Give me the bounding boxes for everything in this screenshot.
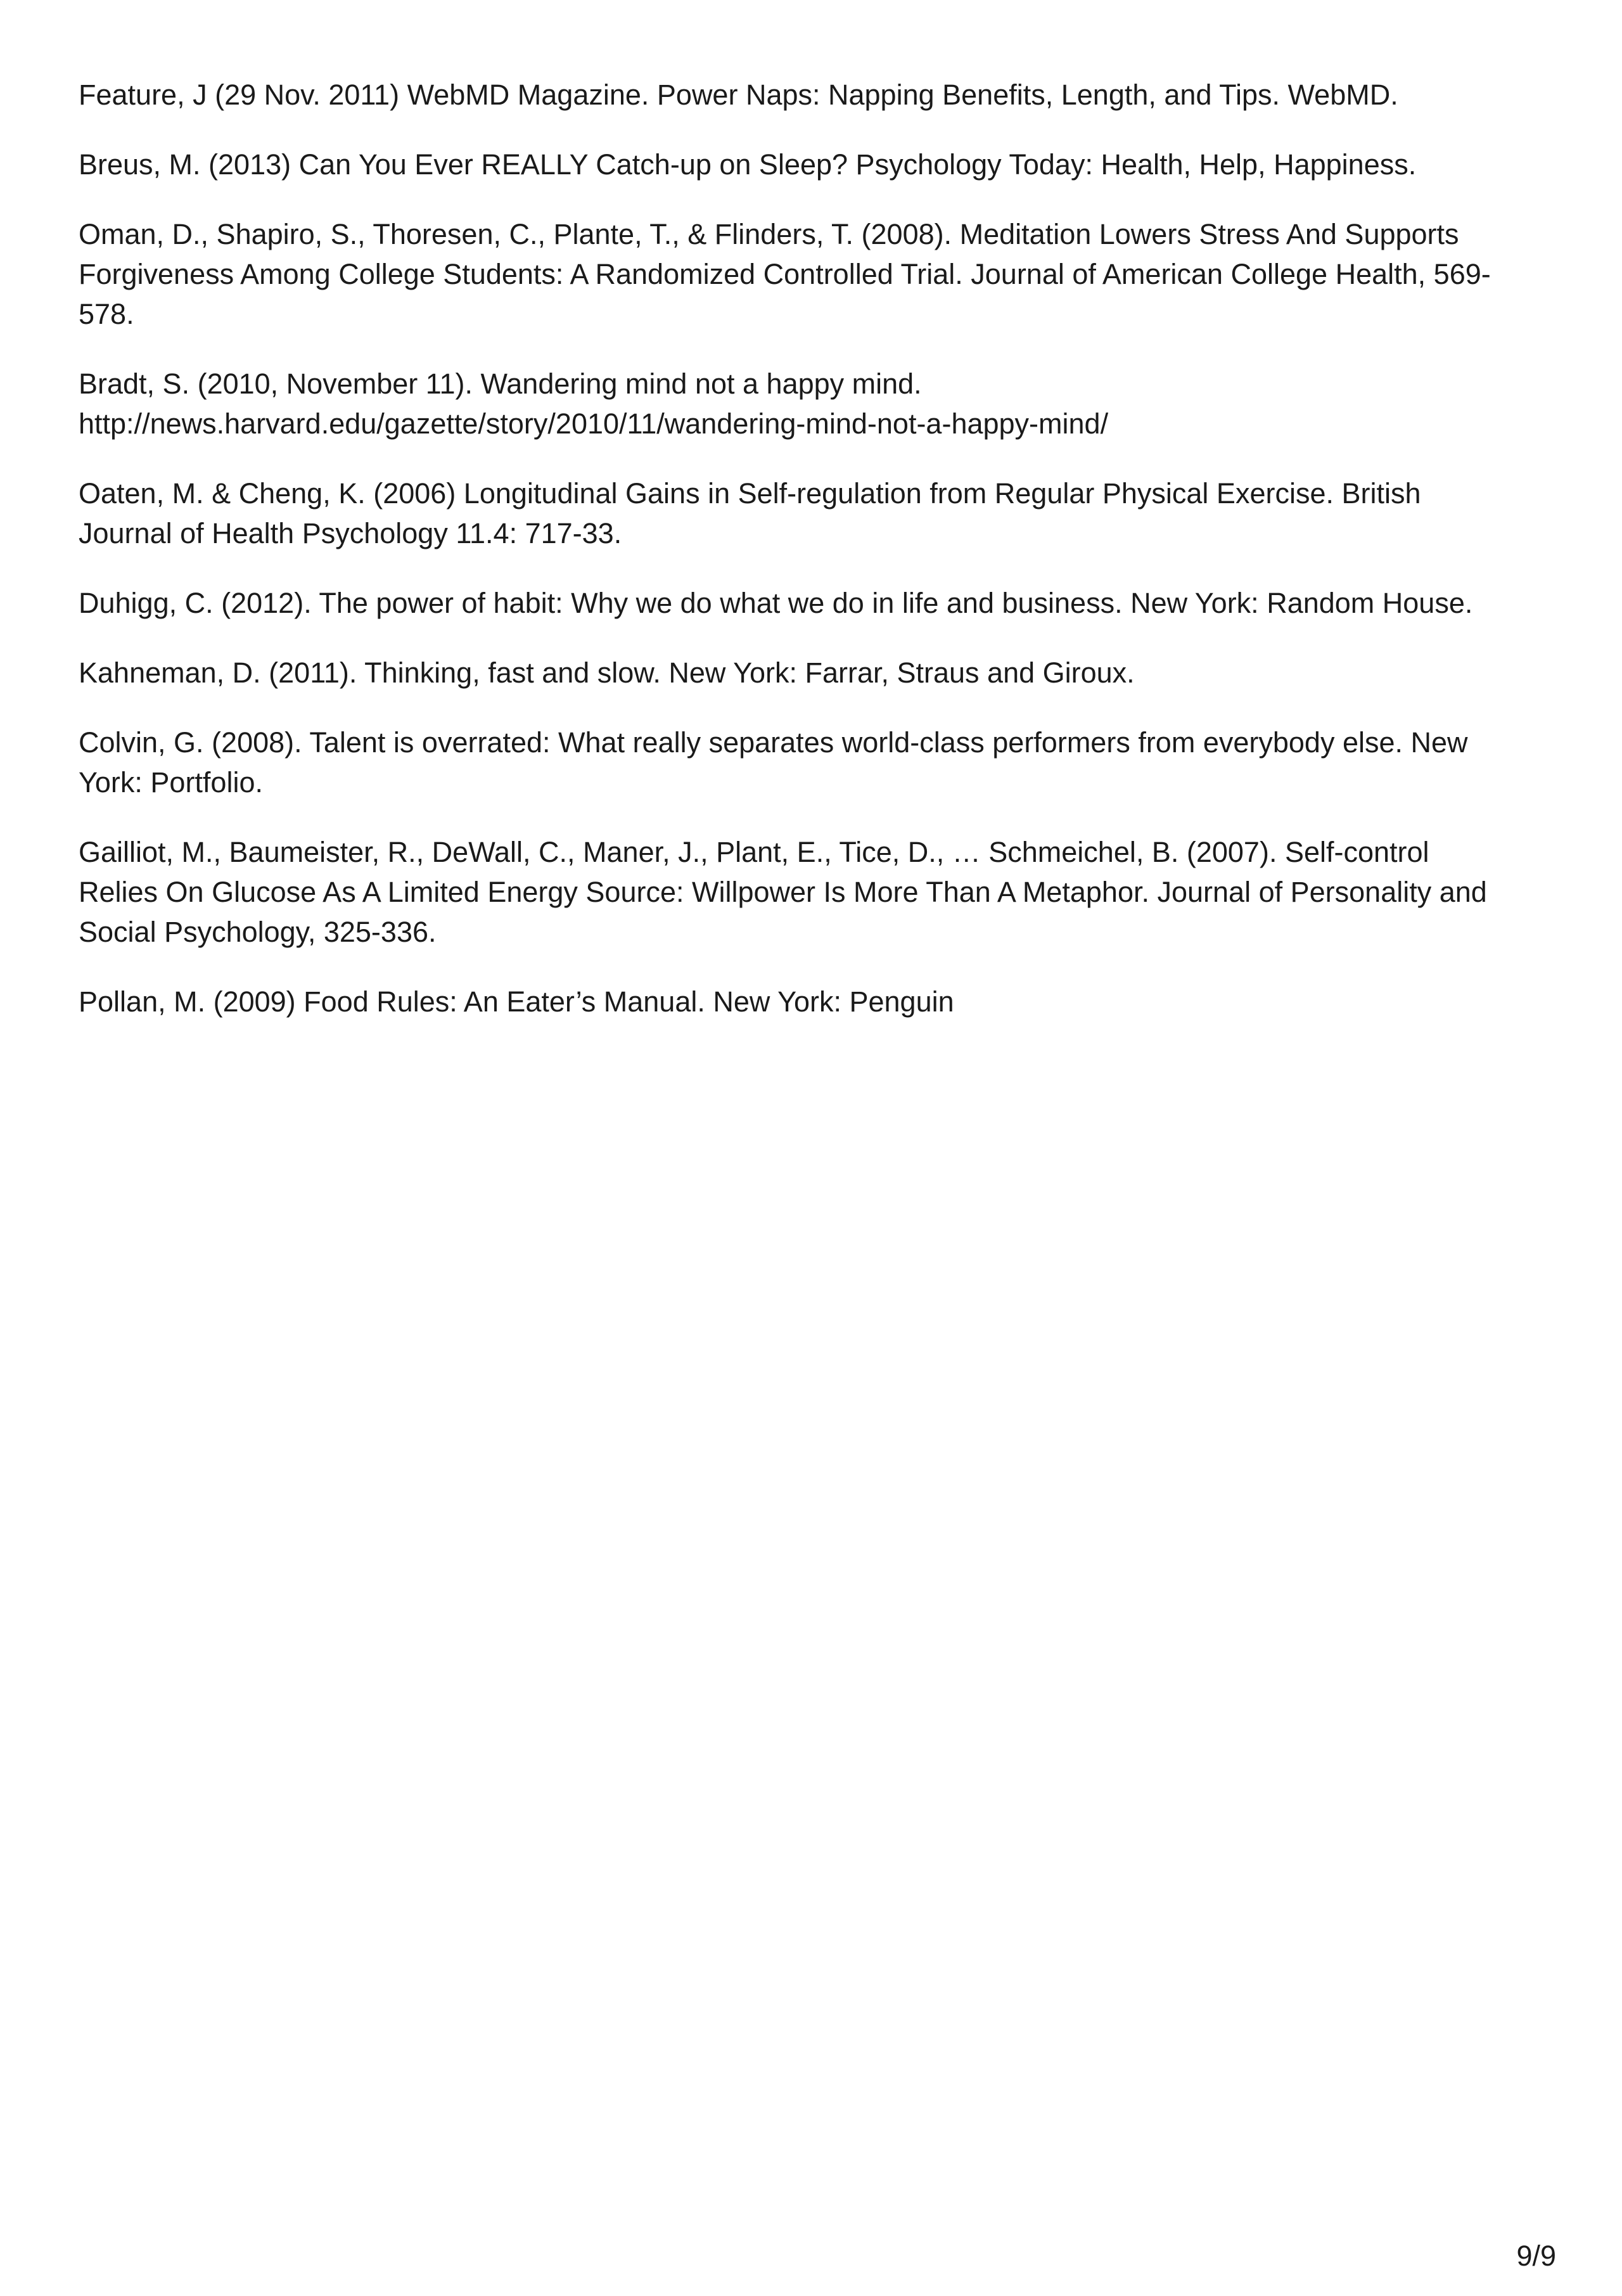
reference-item: Breus, M. (2013) Can You Ever REALLY Catch-up on Sleep? Psychology Today: Health, Help, Happiness. [79,148,1417,181]
reference-item: Oaten, M. & Cheng, K. (2006) Longitudinal Gains in Self-regulation from Regular Physical Exercise. British Journal of Health Psychology 11.4: 717-33. [79,477,1421,549]
reference-item: Colvin, G. (2008). Talent is overrated: What really separates world-class performers from everybody else. New York: Portfolio. [79,726,1468,798]
page-number: 9/9 [1516,2240,1556,2272]
reference-item: Gailliot, M., Baumeister, R., DeWall, C., Maner, J., Plant, E., Tice, D., … Schmeichel, B. (2007). Self-control Relies On Glucose As A Limited Energy Source: Willpower Is More Than A Metaphor. Journal of Personality and Social Psychology, 325-336. [79,836,1487,948]
reference-list [79,75,1542,1051]
reference-item: Oman, D., Shapiro, S., Thoresen, C., Plante, T., & Flinders, T. (2008). Meditation Lowers Stress And Supports Forgiveness Among College Students: A Randomized Controlled Trial. Journal of American College Health, 569- 578. [79,218,1491,330]
reference-item: Feature, J (29 Nov. 2011) WebMD Magazine. Power Naps: Napping Benefits, Length, and Tips. WebMD. [79,79,1398,111]
reference-item: Duhigg, C. (2012). The power of habit: Why we do what we do in life and business. New York: Random House. [79,587,1473,619]
reference-item: Kahneman, D. (2011). Thinking, fast and slow. New York: Farrar, Straus and Giroux. [79,657,1135,689]
reference-item: Pollan, M. (2009) Food Rules: An Eater’s Manual. New York: Penguin [79,985,954,1018]
reference-item: Bradt, S. (2010, November 11). Wandering mind not a happy mind. http://news.harvard.edu/gazette/story/2010/11/wandering-mind-not-a-happy-mind/ [79,368,1109,440]
